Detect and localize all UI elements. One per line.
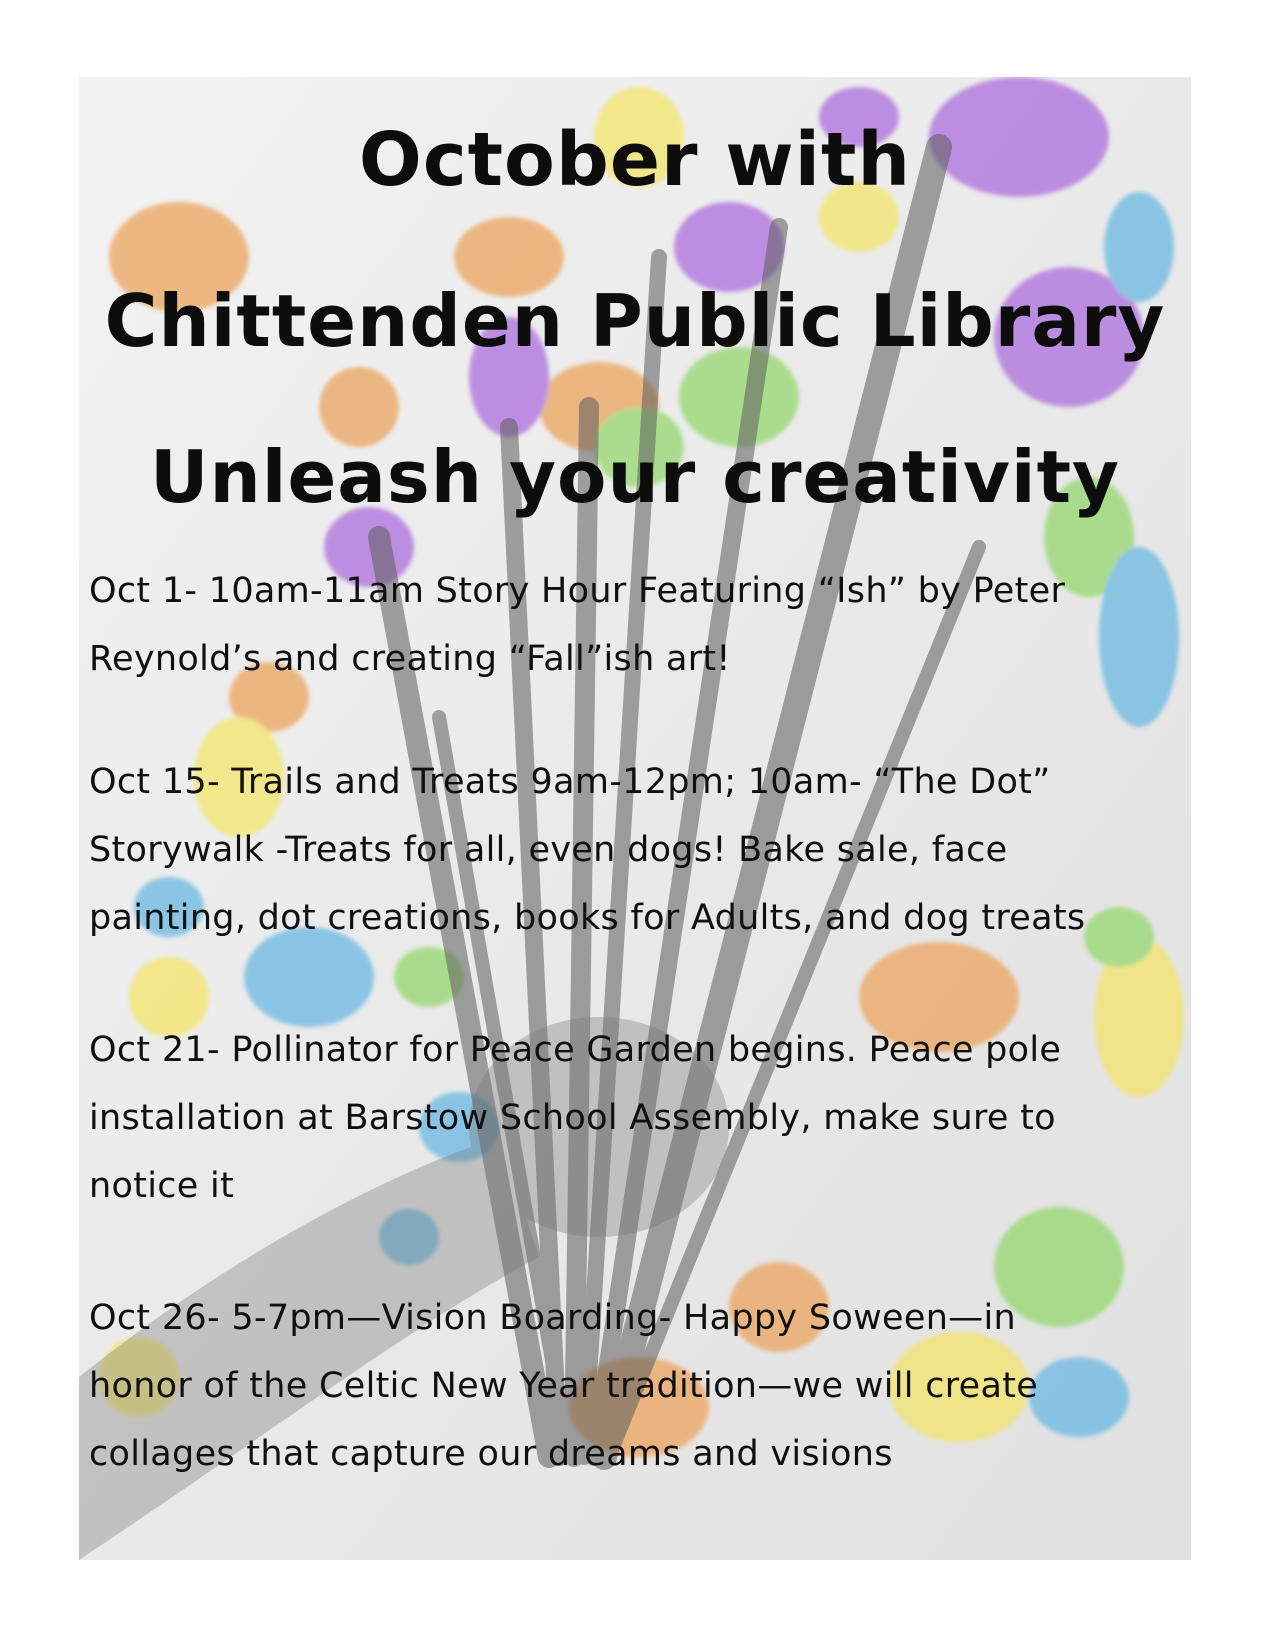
title-line-3: Unleash your creativity [150,435,1120,519]
title-line-1: October with [358,117,912,203]
event-item: Oct 1- 10am-11am Story Hour Featuring “Ish” by Peter Reynold’s and creating “Fall”ish art! [89,571,1066,679]
event-item: Oct 21- Pollinator for Peace Garden begins. Peace pole installation at Barstow School Assembly, make sure to notice it [89,1030,1062,1206]
title-line-2: Chittenden Public Library [104,279,1166,363]
event-item: Oct 15- Trails and Treats 9am-12pm; 10am- “The Dot” Storywalk -Treats for all, even dogs! Bake sale, face painting, dot creations, books for Adults, and dog treats [89,762,1086,938]
event-list [89,557,1184,1488]
event-item: Oct 26- 5-7pm—Vision Boarding- Happy Soween—in honor of the Celtic New Year tradition—we will create collages that capture our dreams and visions [89,1298,1039,1474]
flyer [79,77,1191,1560]
